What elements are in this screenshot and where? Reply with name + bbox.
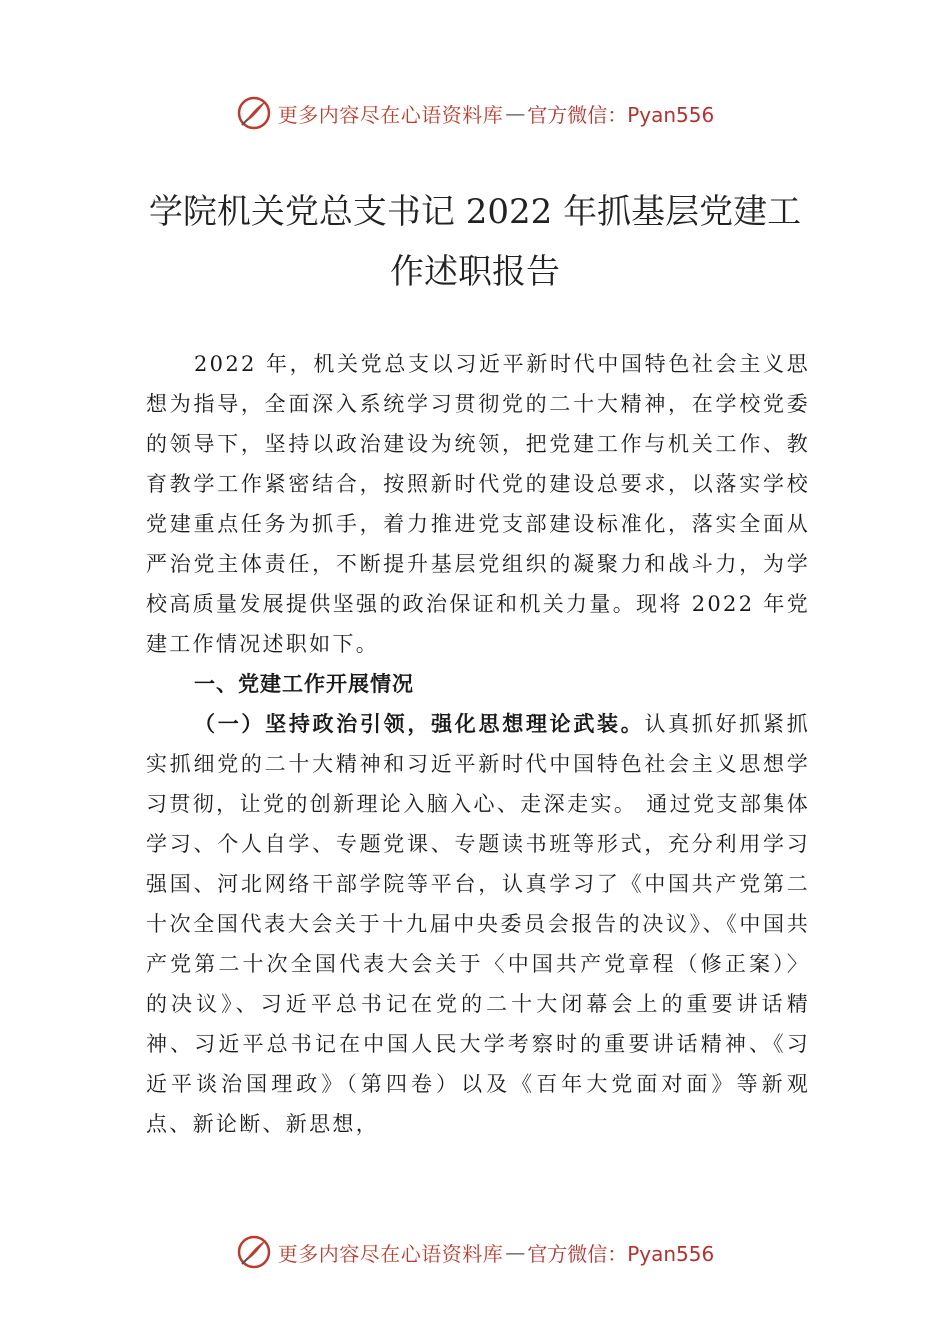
section-heading-1: 一、党建工作开展情况 <box>194 672 414 696</box>
footer-separator: — <box>505 1240 526 1264</box>
footer-banner <box>0 1232 950 1272</box>
title-line-2: 作述职报告 <box>390 252 560 292</box>
footer-brand: 更多内容尽在心语资料库 <box>277 1241 504 1266</box>
quill-pen-logo-icon <box>236 1234 272 1270</box>
banner-brand: 更多内容尽在心语资料库 <box>277 102 504 127</box>
subsection-body-1: 认真抓好抓紧抓实抓细党的二十大精神和习近平新时代中国特色社会主义思想学习贯彻，让党的创新理论入脑入心、走深走实。 通过党支部集体学习、个人自学、专题党课、专题读书班等形式，充分利用学习强国、河北网络干部学院等平台，认真学习了《中国共产党第二十次全国代表大会关于十九届中央委员会报告的决议》、《中国共产党第二十次全国代表大会关于〈中国共产党章程（修正案）〉的决议》、习近平总书记在党的二十大闭幕会上的重要讲话精神、习近平总书记在中国人民大学考察时的重要讲话精神、《习近平谈治国理政》（第四卷）以及《百年大党面对面》等新观点、新论断、新思想， <box>146 712 810 1136</box>
quill-pen-logo-icon <box>236 95 272 131</box>
footer-wechat: 官方微信：Pyan556 <box>527 1241 715 1266</box>
document-title <box>130 182 820 302</box>
header-banner <box>0 93 950 133</box>
intro-paragraph: 2022 年，机关党总支以习近平新时代中国特色社会主义思想为指导，全面深入系统学习贯彻党的二十大精神，在学校党委的领导下，坚持以政治建设为统领，把党建工作与机关工作、教育教学工作紧密结合，按照新时代党的建设总要求，以落实学校党建重点任务为抓手，着力推进党支部建设标准化，落实全面从严治党主体责任，不断提升基层党组织的凝聚力和战斗力，为学校高质量发展提供坚强的政治保证和机关力量。现将 2022 年党建工作情况述职如下。 <box>146 352 810 656</box>
subsection-paragraph-1 <box>146 704 810 1144</box>
document-body <box>146 344 810 1144</box>
banner-wechat: 官方微信：Pyan556 <box>527 102 715 127</box>
subsection-lead-1: （一）坚持政治引领，强化思想理论武装。 <box>194 711 645 736</box>
banner-separator: — <box>505 101 526 125</box>
title-line-1: 学院机关党总支书记 2022 年抓基层党建工 <box>148 192 802 232</box>
